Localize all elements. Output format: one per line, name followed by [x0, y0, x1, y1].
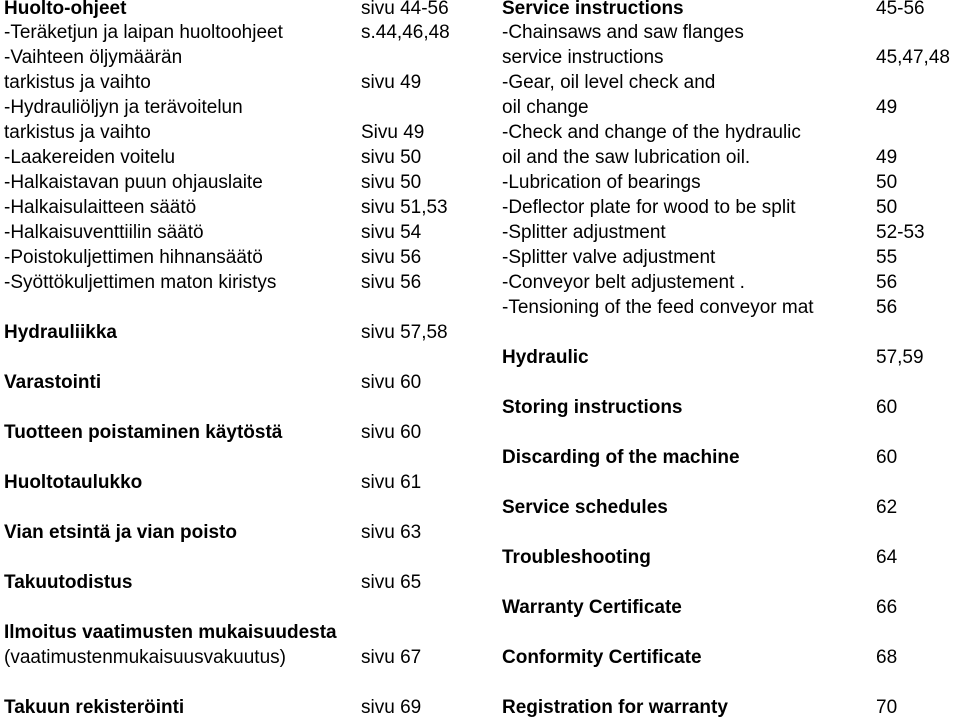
en-entry-page: 56: [876, 272, 898, 293]
en-entry-title: -Lubrication of bearings: [502, 172, 701, 193]
en-entry-page: 50: [876, 197, 898, 218]
fi-entry-page: sivu 49: [361, 72, 422, 93]
fi-entry-title: Huolto-ohjeet: [4, 0, 127, 19]
en-entry-page: 66: [876, 597, 898, 618]
en-entry-page: 56: [876, 297, 898, 318]
en-entry-page: 70: [876, 697, 898, 718]
en-entry-page: 62: [876, 497, 898, 518]
fi-entry-page: sivu 65: [361, 572, 422, 593]
fi-entry-title: (vaatimustenmukaisuusvakuutus): [4, 647, 286, 668]
fi-entry-title: -Laakereiden voitelu: [4, 147, 176, 168]
en-entry-title: oil change: [502, 97, 589, 118]
en-entry-title: -Gear, oil level check and: [502, 72, 716, 93]
fi-entry-title: -Vaihteen öljymäärän: [4, 47, 183, 68]
fi-entry-page: s.44,46,48: [361, 22, 450, 43]
en-entry-page: 64: [876, 547, 898, 568]
en-entry-title: -Deflector plate for wood to be split: [502, 197, 796, 218]
en-entry-title: Storing instructions: [502, 397, 683, 418]
fi-entry-page: sivu 67: [361, 647, 422, 668]
fi-entry-page: sivu 63: [361, 522, 422, 543]
en-entry-page: 45-56: [876, 0, 925, 19]
en-entry-page: 45,47,48: [876, 47, 950, 68]
fi-entry-page: sivu 54: [361, 222, 422, 243]
fi-entry-title: tarkistus ja vaihto: [4, 122, 151, 143]
en-entry-page: 50: [876, 172, 898, 193]
fi-entry-page: sivu 61: [361, 472, 422, 493]
fi-entry-title: Varastointi: [4, 372, 102, 393]
fi-entry-title: -Poistokuljettimen hihnansäätö: [4, 247, 263, 268]
fi-entry-title: -Hydrauliöljyn ja terävoitelun: [4, 97, 243, 118]
fi-entry-page: sivu 44-56: [361, 0, 449, 19]
fi-entry-title: Ilmoitus vaatimusten mukaisuudesta: [4, 622, 337, 643]
en-entry-page: 52-53: [876, 222, 925, 243]
fi-entry-page: sivu 57,58: [361, 322, 448, 343]
fi-entry-page: sivu 50: [361, 172, 422, 193]
en-entry-page: 60: [876, 397, 898, 418]
fi-entry-title: -Halkaistavan puun ohjauslaite: [4, 172, 263, 193]
en-entry-title: Hydraulic: [502, 347, 589, 368]
fi-entry-page: sivu 69: [361, 697, 422, 718]
en-entry-title: Warranty Certificate: [502, 597, 682, 618]
fi-entry-page: sivu 60: [361, 372, 422, 393]
en-entry-page: 60: [876, 447, 898, 468]
fi-entry-page: sivu 51,53: [361, 197, 448, 218]
en-entry-title: Troubleshooting: [502, 547, 651, 568]
en-entry-title: -Tensioning of the feed conveyor mat: [502, 297, 814, 318]
en-entry-title: -Splitter valve adjustment: [502, 247, 716, 268]
fi-entry-title: Vian etsintä ja vian poisto: [4, 522, 237, 543]
en-entry-page: 49: [876, 97, 898, 118]
en-entry-title: oil and the saw lubrication oil.: [502, 147, 751, 168]
fi-entry-title: Huoltotaulukko: [4, 472, 143, 493]
fi-entry-title: -Syöttökuljettimen maton kiristys: [4, 272, 277, 293]
en-entry-title: Service schedules: [502, 497, 668, 518]
en-entry-page: 68: [876, 647, 898, 668]
en-entry-title: -Splitter adjustment: [502, 222, 666, 243]
en-entry-title: -Check and change of the hydraulic: [502, 122, 801, 143]
fi-entry-page: sivu 50: [361, 147, 422, 168]
en-entry-title: Service instructions: [502, 0, 684, 19]
fi-entry-title: -Halkaisuventtiilin säätö: [4, 222, 204, 243]
fi-entry-title: tarkistus ja vaihto: [4, 72, 151, 93]
fi-entry-title: -Halkaisulaitteen säätö: [4, 197, 197, 218]
en-entry-page: 49: [876, 147, 898, 168]
en-entry-page: 55: [876, 247, 898, 268]
fi-entry-title: Hydrauliikka: [4, 322, 117, 343]
en-entry-title: service instructions: [502, 47, 664, 68]
en-entry-title: Discarding of the machine: [502, 447, 740, 468]
fi-entry-page: sivu 56: [361, 247, 422, 268]
en-entry-title: -Chainsaws and saw flanges: [502, 22, 744, 43]
fi-entry-page: Sivu 49: [361, 122, 425, 143]
en-entry-title: Registration for warranty: [502, 697, 728, 718]
en-entry-title: Conformity Certificate: [502, 647, 702, 668]
fi-entry-title: Tuotteen poistaminen käytöstä: [4, 422, 283, 443]
fi-entry-title: Takuutodistus: [4, 572, 133, 593]
fi-entry-title: -Teräketjun ja laipan huoltoohjeet: [4, 22, 283, 43]
en-entry-page: 57,59: [876, 347, 924, 368]
en-entry-title: -Conveyor belt adjustement .: [502, 272, 745, 293]
fi-entry-title: Takuun rekisteröinti: [4, 697, 185, 718]
fi-entry-page: sivu 60: [361, 422, 422, 443]
fi-entry-page: sivu 56: [361, 272, 422, 293]
